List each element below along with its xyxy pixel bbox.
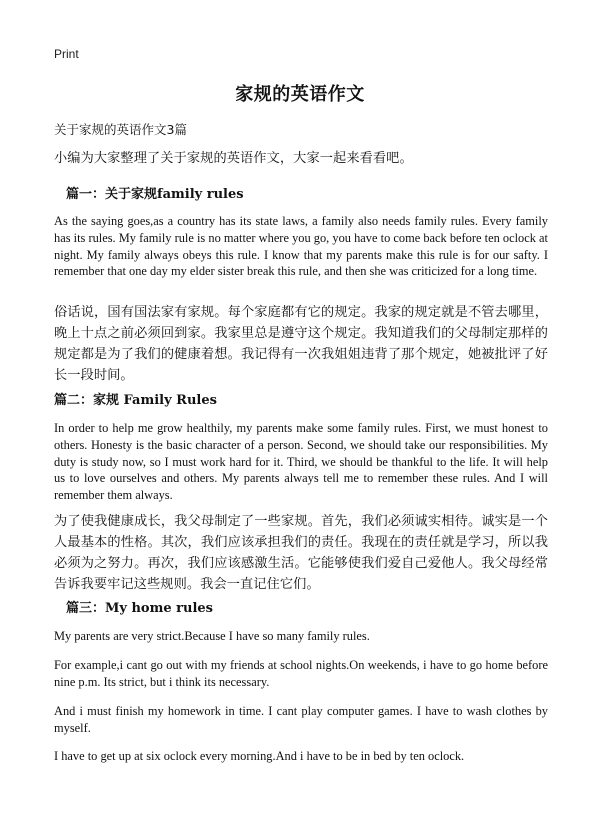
section-3-paragraph: My parents are very strict.Because I have so many family rules.: [54, 629, 370, 643]
section-1-chinese: 俗话说，国有国法家有家规。每个家庭都有它的规定。我家的规定就是不管去哪里，晚上十点之前必须回到家。我家里总是遵守这个规定。我知道我们的父母制定那样的规定都是为了我们的健康着想。我记得有一次我姐姐违背了那个规定，她被批评了好长一段时间。: [54, 305, 548, 383]
section-1-heading: 篇一：关于家规family rules: [66, 187, 244, 202]
section-3-paragraph: And i must finish my homework in time. I cant play computer games. I have to wash clothes by myself.: [54, 704, 548, 735]
page-title: 家规的英语作文: [235, 84, 365, 105]
section-2-heading: 篇二：家规 Family Rules: [54, 393, 217, 408]
section-3-heading: 篇三：My home rules: [66, 601, 213, 616]
section-2-english: In order to help me grow healthily, my parents make some family rules. First, we must honest to others. Honesty is the basic character of a person. Second, we should take our responsibilities. My duty is study now, so I must work hard for it. Third, we should be thankful to the life. It will help us to love ourselves and others. My parents always tell me to remember these rules. And I will remember them always.: [54, 421, 548, 503]
section-3-paragraph: I have to get up at six oclock every morning.And i have to be in bed by ten oclock.: [54, 749, 465, 763]
subtitle: 关于家规的英语作文3篇: [54, 122, 187, 137]
section-2-chinese: 为了使我健康成长，我父母制定了一些家规。首先，我们必须诚实相待。诚实是一个人最基本的性格。其次，我们应该承担我们的责任。我现在的责任就是学习，所以我必须为之努力。再次，我们应该感激生活。它能够使我们爱自己爱他人。我父母经常告诉我要牢记这些规则。我会一直记住它们。: [54, 514, 548, 592]
intro-lead: 小编为大家整理了关于家规的英语作文，大家一起来看看吧。: [54, 151, 413, 166]
print-label: Print: [54, 47, 79, 61]
section-3-paragraph: For example,i cant go out with my friends at school nights.On weekends, i have to go home before nine p.m. Its strict, but i think its necessary.: [54, 658, 548, 689]
section-1-english: As the saying goes,as a country has its state laws, a family also needs family rules. Every family has its rules. My family rule is no matter where you go, you have to come back before ten oclock at night. My family always obeys this rule. I know that my parents make this rule is for our safty. I remember that one day my elder sister break this rule, and then she was criticized for a long time.: [54, 214, 548, 279]
